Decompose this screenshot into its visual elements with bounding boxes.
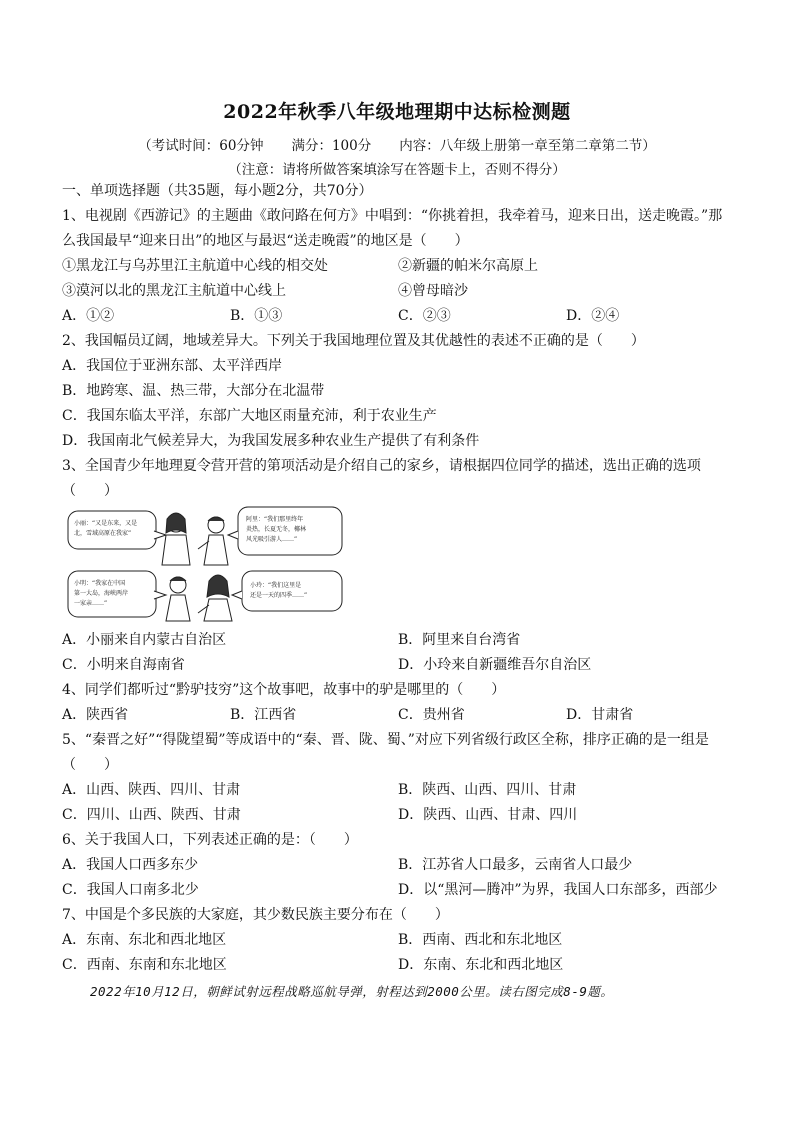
q6-option-a: A．我国人口西多东少 <box>62 857 199 873</box>
bubble3-line2: 第一大岛，海峡两岸 <box>74 590 129 597</box>
q6-option-b: B．江苏省人口最多，云南省人口最少 <box>398 857 633 873</box>
q1-stem-line1: 1、电视剧《西游记》的主题曲《敢问路在何方》中唱到：“你挑着担，我牵着马，迎来日出，送走晚霞。”那 <box>62 208 723 224</box>
q7-option-c: C．西南、东南和东北地区 <box>62 957 227 973</box>
q5-stem-line2: （ ） <box>62 757 118 773</box>
q6-stem: 6、关于我国人口，下列表述正确的是：（ ） <box>62 832 358 848</box>
bubble2-line1: 阿里：“我们那里终年 <box>246 516 304 523</box>
q4-option-b: B．江西省 <box>230 707 297 723</box>
bubble2-line3: 风光吸引游人……” <box>246 536 298 543</box>
q1-option-c: C．②③ <box>398 308 451 324</box>
q1-item-4: ④曾母暗沙 <box>398 283 468 299</box>
q1-option-a: A．①② <box>62 308 115 324</box>
bubble4-line1: 小玲：“我们这里是 <box>250 582 302 589</box>
q4-option-d: D．甘肃省 <box>566 707 634 723</box>
section-heading: 一、单项选择题（共35题，每小题2分，共70分） <box>62 183 373 199</box>
q2-option-b: B．地跨寒、温、热三带，大部分在北温带 <box>62 383 325 399</box>
q1-stem-line2: 么我国最早“迎来日出”的地区与最迟“送走晚霞”的地区是（ ） <box>62 233 469 249</box>
q3-option-c: C．小明来自海南省 <box>62 657 185 673</box>
q7-option-a: A．东南、东北和西北地区 <box>62 932 227 948</box>
q4-stem: 4、同学们都听过“黔驴技穷”这个故事吧，故事中的驴是哪里的（ ） <box>62 682 506 698</box>
q7-stem: 7、中国是个多民族的大家庭，其少数民族主要分布在（ ） <box>62 907 449 923</box>
q5-option-a: A．山西、陕西、四川、甘肃 <box>62 782 241 798</box>
q8-9-context-note: 2022年10月12日，朝鲜试射远程战略巡航导弹，射程达到2000公里。读右图完成8-9题。 <box>90 984 614 999</box>
q1-option-b: B．①③ <box>230 308 283 324</box>
q3-stem-line2: （ ） <box>62 483 118 499</box>
q2-option-c: C．我国东临太平洋，东部广大地区雨量充沛，利于农业生产 <box>62 408 437 424</box>
bubble3-line1: 小明：“我家在中国 <box>74 580 126 587</box>
bubble2-line2: 炎热，长夏无冬，椰林 <box>246 526 307 533</box>
q7-option-d: D．东南、东北和西北地区 <box>398 957 564 973</box>
student-girl-2-icon <box>198 575 232 621</box>
exam-notice: （注意：请将所做答案填涂写在答题卡上，否则不得分） <box>228 162 566 178</box>
bubble1-line2: 北，雪域高原在我家” <box>74 530 132 537</box>
q3-option-a: A．小丽来自内蒙古自治区 <box>62 632 227 648</box>
q2-option-a: A．我国位于亚洲东部、太平洋西岸 <box>62 358 283 374</box>
exam-score: 满分：100分 <box>291 138 372 154</box>
q5-option-b: B．陕西、山西、四川、甘肃 <box>398 782 577 798</box>
q6-option-d: D．以“黑河—腾冲”为界，我国人口东部多，西部少 <box>398 882 718 898</box>
q3-option-b: B．阿里来自台湾省 <box>398 632 521 648</box>
q1-item-2: ②新疆的帕米尔高原上 <box>398 258 538 274</box>
q2-stem: 2、我国幅员辽阔，地域差异大。下列关于我国地理位置及其优越性的表述不正确的是（ ） <box>62 333 645 349</box>
q5-option-c: C．四川、山西、陕西、甘肃 <box>62 807 241 823</box>
exam-time: （考试时间：60分钟 <box>138 138 264 154</box>
student-girl-icon <box>162 513 190 565</box>
q5-stem-line1: 5、“秦晋之好”“得陇望蜀”等成语中的“秦、晋、陇、蜀、”对应下列省级行政区全称，排序正确的是一组是 <box>62 732 709 748</box>
q1-option-d: D．②④ <box>566 308 620 324</box>
bubble1-line1: 小丽：“又是东来，又是 <box>74 520 138 527</box>
q7-option-b: B．西南、西北和东北地区 <box>398 932 563 948</box>
q1-item-1: ①黑龙江与乌苏里江主航道中心线的相交处 <box>62 258 328 274</box>
q2-option-d: D．我国南北气候差异大，为我国发展多种农业生产提供了有利条件 <box>62 433 480 449</box>
bubble4-line2: 还是一天的四季……” <box>250 592 308 599</box>
student-boy-2-icon <box>166 577 190 621</box>
exam-meta <box>0 134 794 154</box>
exam-content: 内容：八年级上册第一章至第二章第二节） <box>399 138 656 154</box>
exam-title: 2022年秋季八年级地理期中达标检测题 <box>223 101 571 123</box>
q6-option-c: C．我国人口南多北少 <box>62 882 199 898</box>
q1-item-3: ③漠河以北的黑龙江主航道中心线上 <box>62 283 286 299</box>
bubble3-line3: 一家亲……” <box>74 600 108 607</box>
q3-option-d: D．小玲来自新疆维吾尔自治区 <box>398 657 592 673</box>
q3-illustration <box>66 505 346 623</box>
q5-option-d: D．陕西、山西、甘肃、四川 <box>398 807 578 823</box>
q4-option-c: C．贵州省 <box>398 707 465 723</box>
q3-stem-line1: 3、全国青少年地理夏令营开营的第项活动是介绍自己的家乡，请根据四位同学的描述，选出正确的选项 <box>62 458 701 474</box>
q4-option-a: A．陕西省 <box>62 707 129 723</box>
student-boy-icon <box>198 517 228 565</box>
